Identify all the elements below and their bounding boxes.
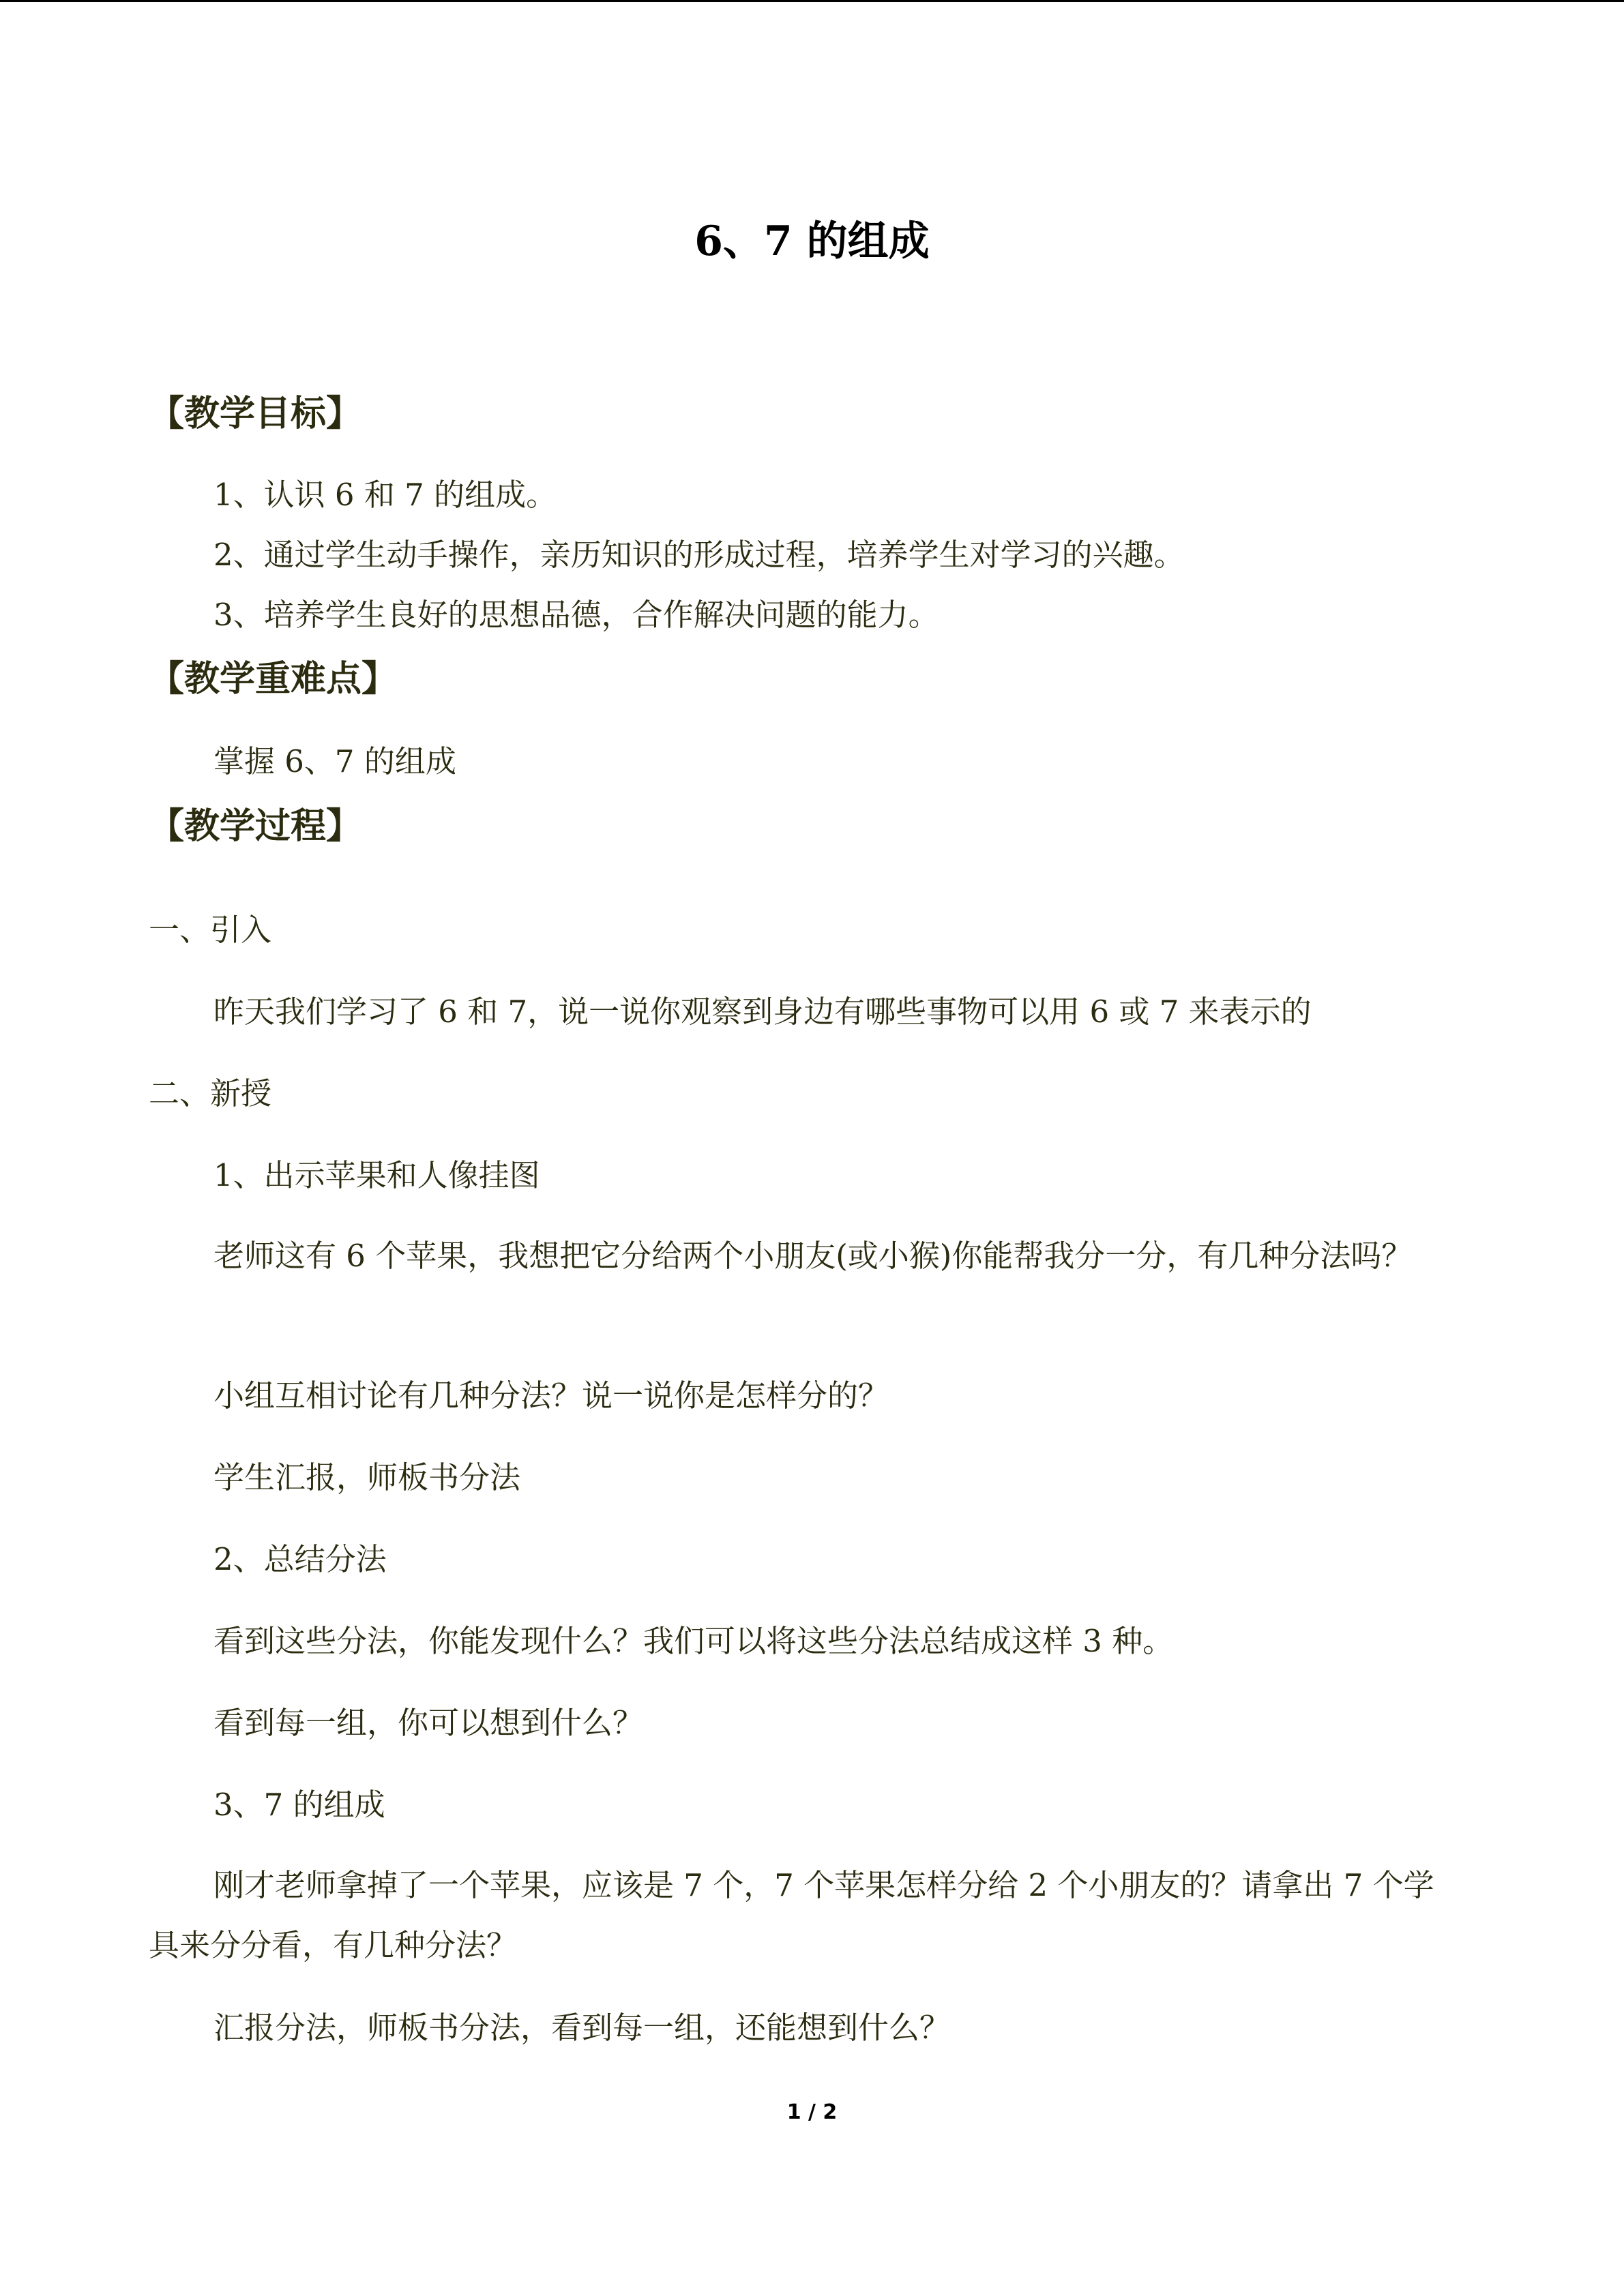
step2-title: 2、总结分法 (213, 1541, 387, 1577)
step3-report: 汇报分法，师板书分法，看到每一组，还能想到什么？ (213, 2010, 951, 2046)
process-part1-title: 一、引入 (149, 912, 272, 948)
step3-title: 3、7 的组成 (213, 1787, 385, 1823)
section-heading-objectives: 【教学目标】 (149, 393, 362, 434)
step2-question: 看到每一组，你可以想到什么？ (213, 1705, 644, 1741)
objective-item-2: 2、通过学生动手操作，亲历知识的形成过程，培养学生对学习的兴趣。 (213, 537, 1185, 573)
page-number: 1 / 2 (786, 2100, 838, 2124)
section-heading-process: 【教学过程】 (149, 805, 362, 847)
process-part2-title: 二、新授 (149, 1075, 272, 1112)
objective-item-3: 3、培养学生良好的思想品德，合作解决问题的能力。 (213, 597, 939, 633)
key-points-text: 掌握 6、7 的组成 (213, 743, 456, 779)
document-title: 6、7 的组成 (694, 218, 930, 265)
step1-report: 学生汇报，师板书分法 (213, 1459, 521, 1495)
step2-text: 看到这些分法，你能发现什么？我们可以将这些分法总结成这样 3 种。 (213, 1623, 1174, 1659)
step3-text: 刚才老师拿掉了一个苹果，应该是 7 个，7 个苹果怎样分给 2 个小朋友的？请拿出 7 个学具来分分看，有几种分法？ (149, 1867, 1434, 1963)
objective-item-1: 1、认识 6 和 7 的组成。 (213, 477, 557, 513)
process-part1-text: 昨天我们学习了 6 和 7，说一说你观察到身边有哪些事物可以用 6 或 7 来表示的 (213, 994, 1312, 1030)
step1-title: 1、出示苹果和人像挂图 (213, 1157, 540, 1193)
step1-text: 老师这有 6 个苹果，我想把它分给两个小朋友(或小猴)你能帮我分一分，有几种分法吗？ (213, 1238, 1413, 1274)
section-heading-key-points: 【教学重难点】 (149, 658, 398, 700)
step1-discuss: 小组互相讨论有几种分法？说一说你是怎样分的？ (213, 1377, 889, 1414)
